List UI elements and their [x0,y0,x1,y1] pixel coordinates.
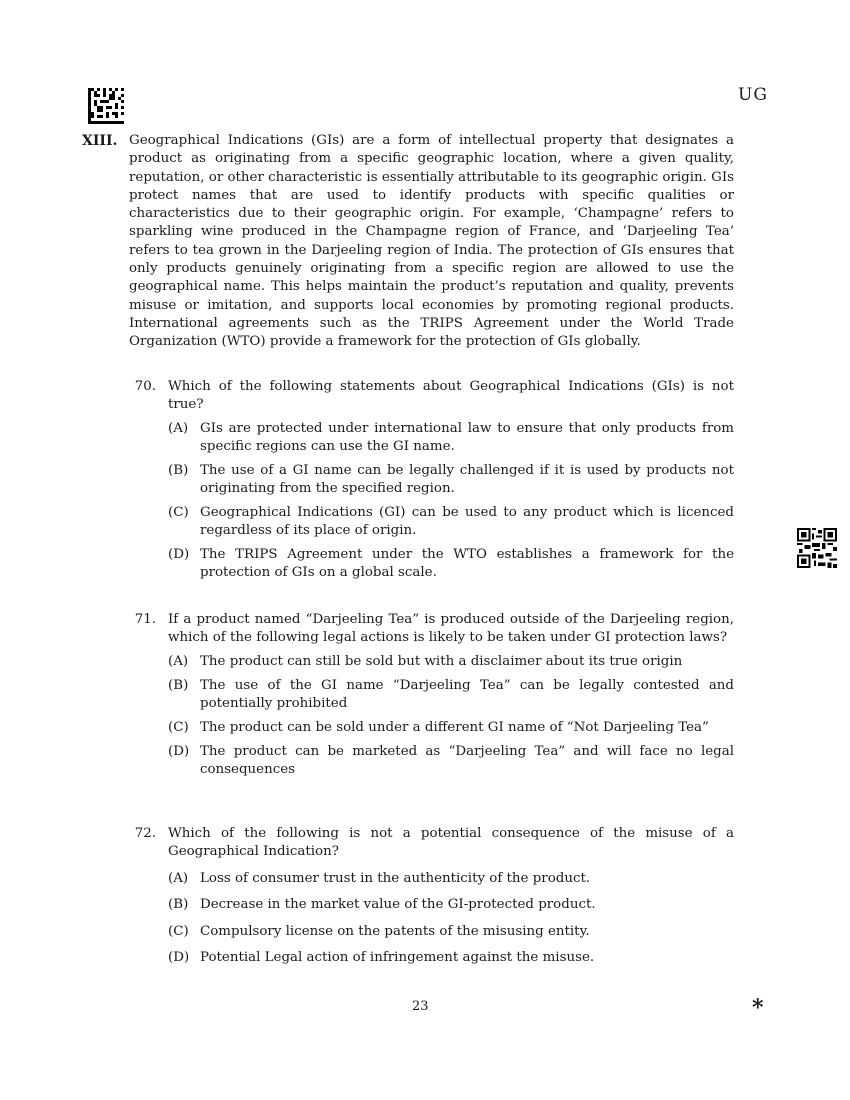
option-a [168,870,734,888]
option-text: Compulsory license on the patents of the misusing entity. [200,923,590,939]
option-text: The use of a GI name can be legally challenged if it is used by products not originating from the specified region. [200,463,734,496]
option-c [168,923,734,941]
question-stem: Which of the following is not a potential consequence of the misuse of a Geographical Indication? [168,826,734,859]
option-text: The use of the GI name “Darjeeling Tea” can be legally contested and potentially prohibited [200,678,734,711]
option-letter: (B) [168,678,189,693]
question-number: 71. [134,612,156,627]
option-d [168,743,734,779]
option-letter: (C) [168,720,189,735]
option-text: The product can be marketed as “Darjeeling Tea” and will face no legal consequences [200,744,734,777]
option-letter: (C) [168,505,189,520]
option-c [168,504,734,540]
option-letter: (C) [168,923,189,939]
option-text: The TRIPS Agreement under the WTO establishes a framework for the protection of GIs on a global scale. [200,547,734,580]
option-letter: (D) [168,950,190,965]
option-text: GIs are protected under international law to ensure that only products from specific regions can use the GI name. [200,421,734,454]
passage-section [82,132,734,352]
question-stem: Which of the following statements about Geographical Indications (GIs) is not true? [168,379,734,412]
option-b [168,462,734,498]
option-b [168,677,734,713]
option-letter: (D) [168,547,190,562]
option-text: The product can be sold under a different GI name of “Not Darjeeling Tea” [200,720,709,735]
option-text: The product can still be sold but with a disclaimer about its true origin [200,654,683,669]
option-text: Geographical Indications (GI) can be used to any product which is licenced regardless of its place of origin. [200,505,734,538]
question-72 [130,825,734,967]
question-stem: If a product named “Darjeeling Tea” is produced outside of the Darjeeling region, which of the following legal actions is likely to be taken under GI protection laws? [168,612,734,645]
option-a [168,653,734,671]
option-letter: (A) [168,421,189,436]
question-70 [130,378,734,582]
option-letter: (B) [168,897,189,912]
option-text: Loss of consumer trust in the authenticity of the product. [200,870,591,886]
option-c [168,719,734,737]
option-letter: (A) [168,870,189,886]
option-d [168,546,734,582]
passage-text: Geographical Indications (GIs) are a form of intellectual property that designates a product as originating from a specific geographic location, where a given quality, reputation, or other characteristic is essentially attributable to its geographic origin. GIs protect names that are used to identify products with specific qualities or characteristics due to their geographic origin. For example, ‘Champagne’ refers to sparkling wine produced in the Champagne region of France, and ‘Darjeeling Tea’ refers to tea grown in the Darjeeling region of India. The protection of GIs ensures that only products genuinely originating from a specific region are allowed to use the geographical name. This helps maintain the product’s reputation and quality, prevents misuse or imitation, and supports local economies by promoting regional products. International agreements such as the TRIPS Agreement under the World Trade Organization (WTO) provide a framework for the protection of GIs globally. [129,133,734,350]
paper-code-label: UG [738,85,768,105]
option-text: Potential Legal action of infringement against the misuse. [200,950,595,965]
option-letter: (A) [168,654,189,669]
option-d [168,949,734,967]
option-letter: (B) [168,463,189,478]
page-number: 23 [412,999,429,1014]
question-number: 72. [134,826,156,841]
star-mark: * [752,995,764,1021]
option-a [168,420,734,456]
option-text: Decrease in the market value of the GI-protected product. [200,897,596,912]
question-number: 70. [134,379,156,394]
qr-code-icon [797,528,837,568]
datamatrix-code-icon [88,88,124,124]
option-letter: (D) [168,744,190,759]
question-71 [130,611,734,779]
section-number: XIII. [82,133,118,149]
option-b [168,896,734,914]
